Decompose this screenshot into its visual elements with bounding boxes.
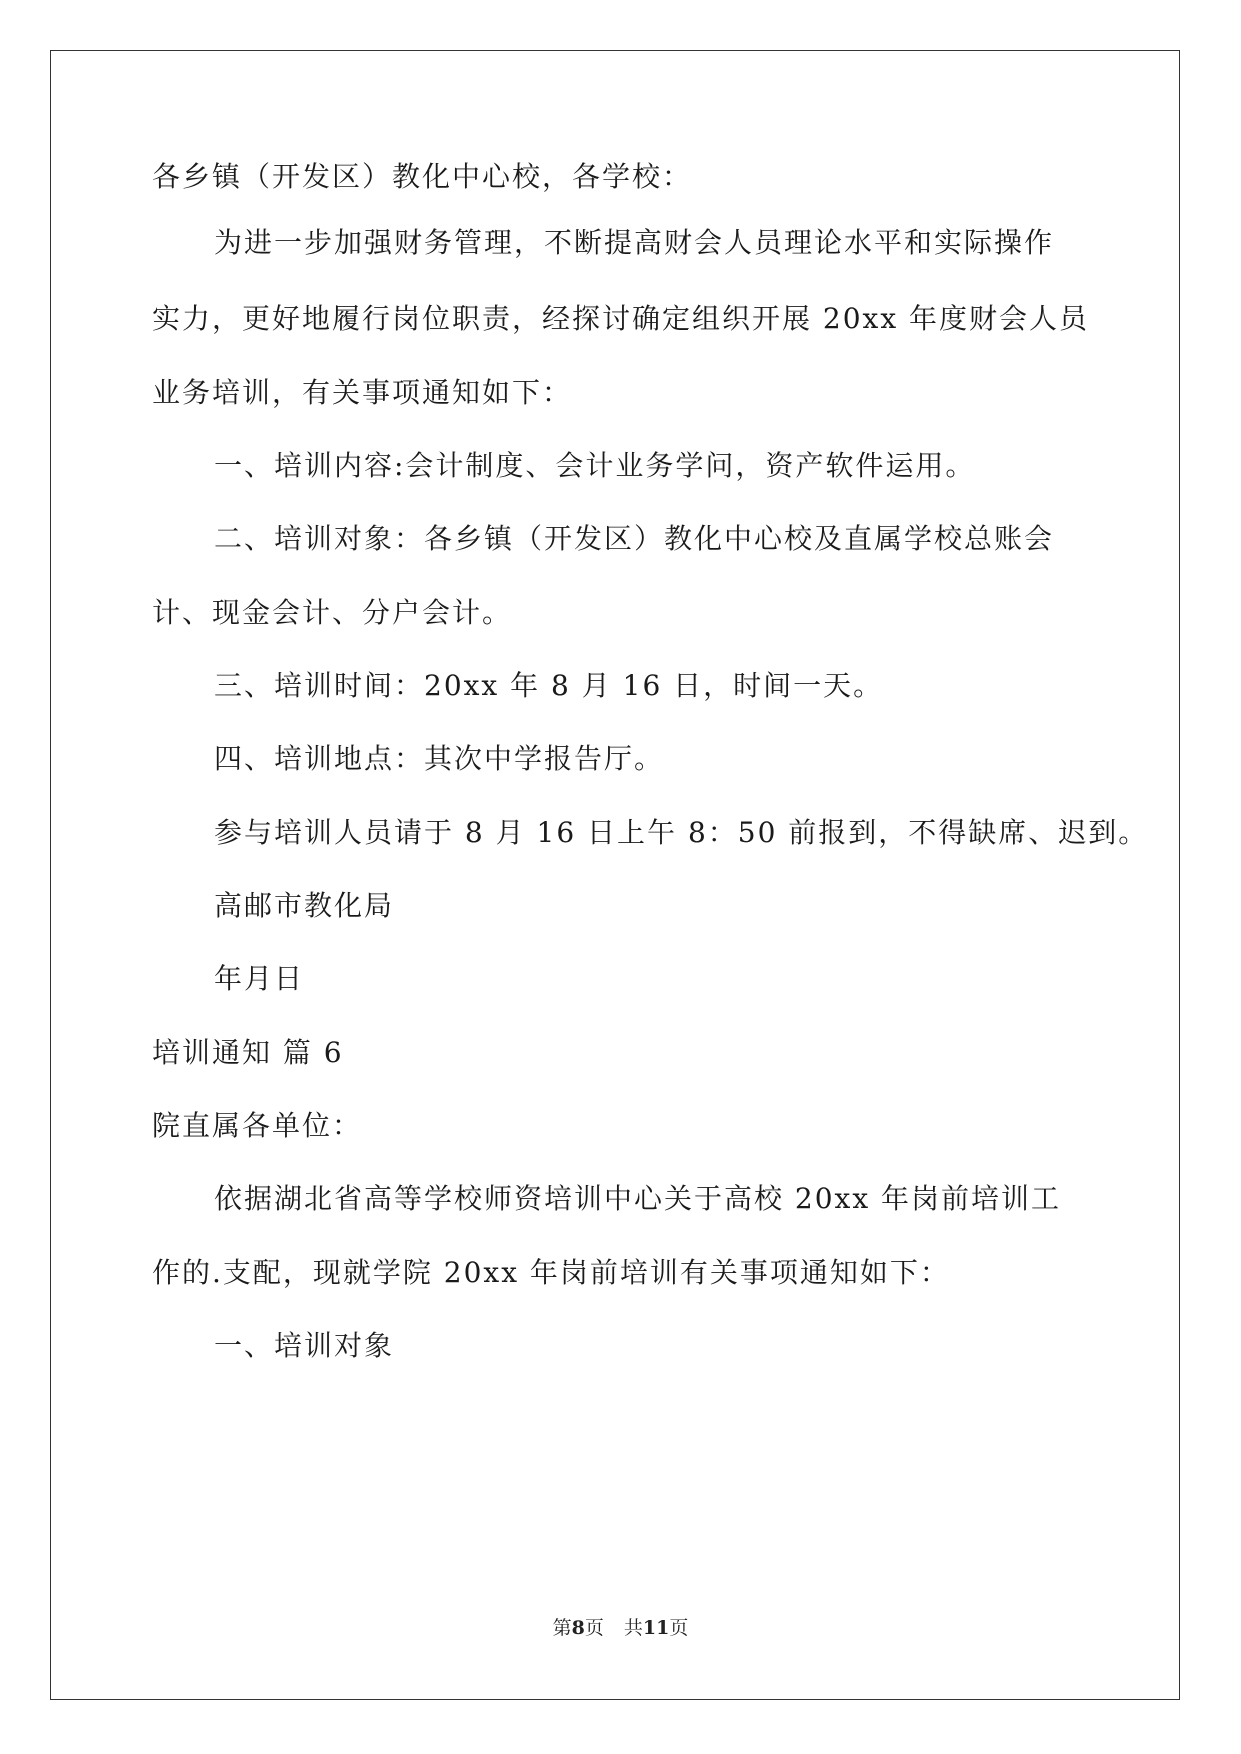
footer-page-number: 8 bbox=[571, 1617, 585, 1639]
issue-date: 年月日 bbox=[214, 962, 305, 995]
item-training-time: 三、培训时间：20xx 年 8 月 16 日，时间一天。 bbox=[214, 669, 884, 702]
item-training-target: 二、培训对象：各乡镇（开发区）教化中心校及直属学校总账会 bbox=[214, 522, 1055, 555]
item-training-content: 一、培训内容:会计制度、会计业务学问，资产软件运用。 bbox=[214, 449, 976, 482]
footer-total-number: 11 bbox=[642, 1617, 670, 1639]
section-heading: 培训通知 篇 6 bbox=[152, 1036, 344, 1069]
body-paragraph-line: 依据湖北省高等学校师资培训中心关于高校 20xx 年岗前培训工 bbox=[214, 1182, 1062, 1215]
page-footer bbox=[0, 1615, 1241, 1641]
body-paragraph-line: 为进一步加强财务管理，不断提高财会人员理论水平和实际操作 bbox=[214, 226, 1055, 259]
item-training-target-cont: 计、现金会计、分户会计。 bbox=[152, 596, 513, 629]
body-paragraph-line: 作的.支配，现就学院 20xx 年岗前培训有关事项通知如下： bbox=[152, 1256, 950, 1289]
issuer-name: 高邮市教化局 bbox=[214, 889, 395, 922]
salutation-2: 院直属各单位： bbox=[152, 1109, 363, 1142]
body-paragraph-line: 实力，更好地履行岗位职责，经探讨确定组织开展 20xx 年度财会人员 bbox=[152, 302, 1090, 335]
footer-total-prefix: 共 bbox=[623, 1617, 643, 1639]
item-heading: 一、培训对象 bbox=[214, 1329, 395, 1362]
salutation: 各乡镇（开发区）教化中心校，各学校： bbox=[152, 160, 693, 193]
footer-page-prefix: 第 bbox=[552, 1617, 572, 1639]
attendance-note: 参与培训人员请于 8 月 16 日上午 8：50 前报到，不得缺席、迟到。 bbox=[214, 816, 1149, 849]
item-training-location: 四、培训地点：其次中学报告厅。 bbox=[214, 742, 665, 775]
footer-page-suffix: 页 bbox=[584, 1617, 604, 1639]
body-paragraph-line: 业务培训，有关事项通知如下： bbox=[152, 376, 573, 409]
footer-total-suffix: 页 bbox=[669, 1617, 689, 1639]
page-border bbox=[50, 50, 1180, 1700]
